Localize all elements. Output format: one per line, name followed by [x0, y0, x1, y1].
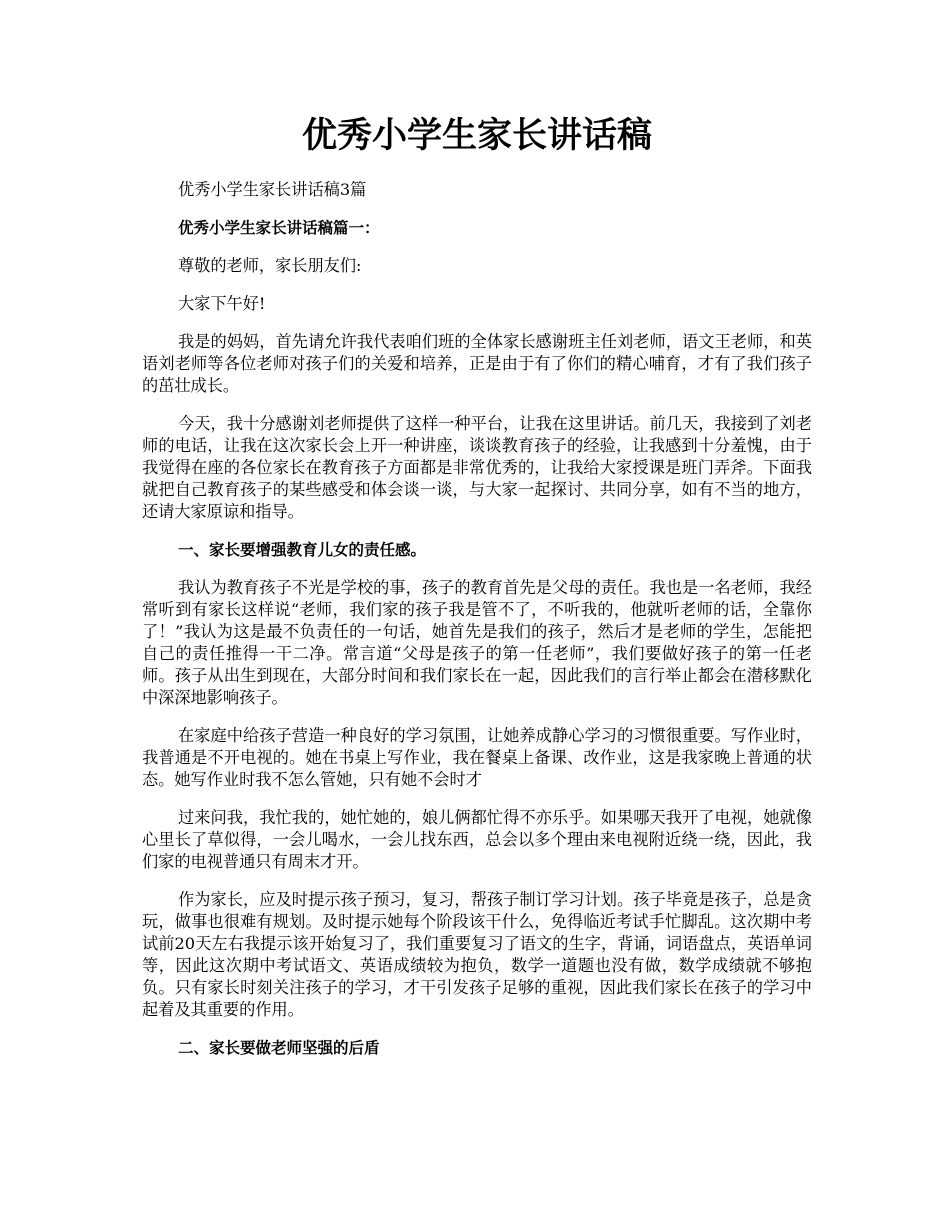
document-page — [142, 108, 812, 1075]
paragraph-thanks: 今天，我十分感谢刘老师提供了这样一种平台，让我在这里讲话。前几天，我接到了刘老师的电话，让我在这次家长会上开一种讲座，谈谈教育孩子的经验，让我感到十分羞愧，由于我觉得在座的各位家长在教育孩子方面都是非常优秀的，让我给大家授课是班门弄斧。下面我就把自己教育孩子的某些感受和体会谈一谈，与大家一起探讨、共同分享，如有不当的地方，还请大家原谅和指导。 — [142, 414, 812, 521]
paragraph-planning: 作为家长，应及时提示孩子预习，复习，帮孩子制订学习计划。孩子毕竟是孩子，总是贪玩，做事也很难有规划。及时提示她每个阶段该干什么，免得临近考试手忙脚乱。这次期中考试前20天左右我提示该开始复习了，我们重要复习了语文的生字，背诵，词语盘点，英语单词等，因此这次期中考试语文、英语成绩较为抱负，数学一道题也没有做，数学成绩就不够抱负。只有家长时刻关注孩子的学习，才干引发孩子足够的重视，因此我们家长在孩子的学习中起着及其重要的作用。 — [142, 890, 812, 1019]
paragraph-responsibility: 我认为教育孩子不光是学校的事，孩子的教育首先是父母的责任。我也是一名老师，我经常听到有家长这样说“老师，我们家的孩子我是管不了，不听我的，他就听老师的话，全靠你了！”我认为这是最不负责任的一句话，她首先是我们的孩子，然后才是老师的学生，怎能把自己的责任推得一干二净。常言道“父母是孩子的第一任老师”，我们要做好孩子的第一任老师。孩子从出生到现在，大部分时间和我们家长在一起，因此我们的言行举止都会在潜移默化中深深地影响孩子。 — [142, 578, 812, 707]
document-body — [142, 179, 812, 1059]
document-title: 优秀小学生家长讲话稿 — [301, 116, 652, 156]
paragraph-atmosphere: 在家庭中给孩子营造一种良好的学习氛围，让她养成静心学习的习惯很重要。写作业时，我普通是不开电视的。她在书桌上写作业，我在餐桌上备课、改作业，这是我家晚上普通的状态。她写作业时我不怎么管她，只有她不会时才 — [142, 726, 812, 789]
salutation: 尊敬的老师，家长朋友们: — [178, 256, 362, 275]
paragraph-tv: 过来问我，我忙我的，她忙她的，娘儿俩都忙得不亦乐乎。如果哪天我开了电视，她就像心里长了草似得，一会儿喝水，一会儿找东西，总会以多个理由来电视附近绕一绕，因此，我们家的电视普通只有周末才开。 — [142, 808, 812, 871]
subtitle-line: 优秀小学生家长讲话稿3篇 — [178, 180, 367, 199]
greeting: 大家下午好! — [178, 294, 266, 313]
section-heading-1: 优秀小学生家长讲话稿篇一： — [178, 219, 380, 237]
heading-responsibility: 一、家长要增强教育儿女的责任感。 — [178, 541, 427, 559]
paragraph-intro: 我是的妈妈，首先请允许我代表咱们班的全体家长感谢班主任刘老师，语文王老师，和英语刘老师等各位老师对孩子们的关爱和培养，正是由于有了你们的精心哺育，才有了我们孩子的茁壮成长。 — [142, 332, 812, 395]
heading-support: 二、家长要做老师坚强的后盾 — [178, 1039, 380, 1057]
